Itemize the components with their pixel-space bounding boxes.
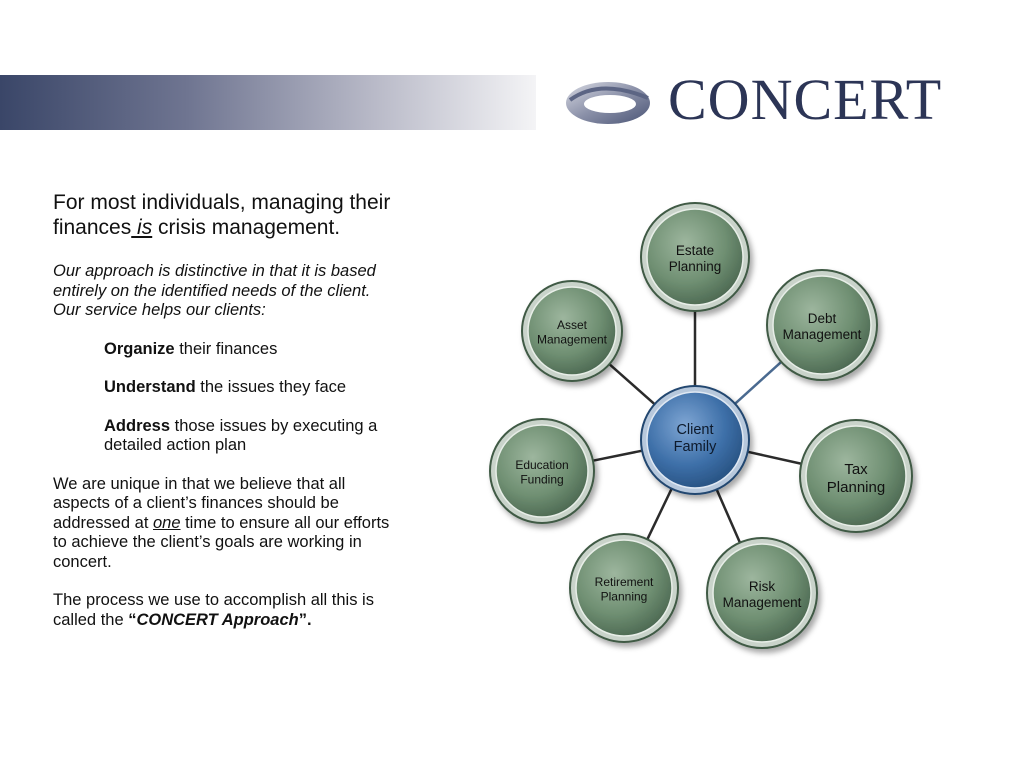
node-retirement-planning-label: Retirement Planning xyxy=(594,575,654,604)
concert-approach-label: “CONCERT Approach”. xyxy=(128,610,312,629)
header-gradient-band xyxy=(0,75,536,130)
connector-tax-planning xyxy=(744,451,802,464)
connector-debt-management xyxy=(732,362,781,407)
bullet-organize: Organize their finances xyxy=(104,339,278,358)
node-tax-planning-label: Tax Planning xyxy=(826,460,886,496)
logo-ring-icon xyxy=(566,82,650,124)
process-paragraph: The process we use to accomplish all this is called the “CONCERT Approach”. xyxy=(53,591,374,629)
connector-risk-management xyxy=(715,486,740,543)
bullet-address: Address those issues by executing a detailed action plan xyxy=(104,416,378,454)
logo-wordmark: CONCERT xyxy=(668,67,943,132)
node-education-funding-label: Education Funding xyxy=(515,458,569,487)
connector-retirement-planning xyxy=(647,485,673,539)
client-family-hub xyxy=(641,386,749,494)
connector-education-funding xyxy=(593,450,646,461)
connector-asset-management xyxy=(609,364,657,407)
node-estate-planning-label: Estate Planning xyxy=(668,242,722,275)
services-hub-diagram xyxy=(480,195,930,665)
bullet-understand: Understand the issues they face xyxy=(104,378,347,396)
node-debt-management-label: Debt Management xyxy=(782,310,862,343)
headline: For most individuals, managing their finances is crisis management. xyxy=(53,191,391,239)
headline-emphasis: is xyxy=(131,216,153,239)
body-text-column xyxy=(53,190,393,630)
node-asset-management-label: Asset Management xyxy=(536,318,608,347)
unique-paragraph: We are unique in that we believe that all aspects of a client’s finances should be addressed at one time to ensure all our efforts to achieve the client’s goals are working in concert. xyxy=(53,474,390,571)
node-risk-management-label: Risk Management xyxy=(722,578,802,611)
approach-paragraph: Our approach is distinctive in that it is based entirely on the identified needs of the client. Our service helps our clients: xyxy=(53,262,376,319)
client-family-label: Client Family xyxy=(673,421,717,456)
